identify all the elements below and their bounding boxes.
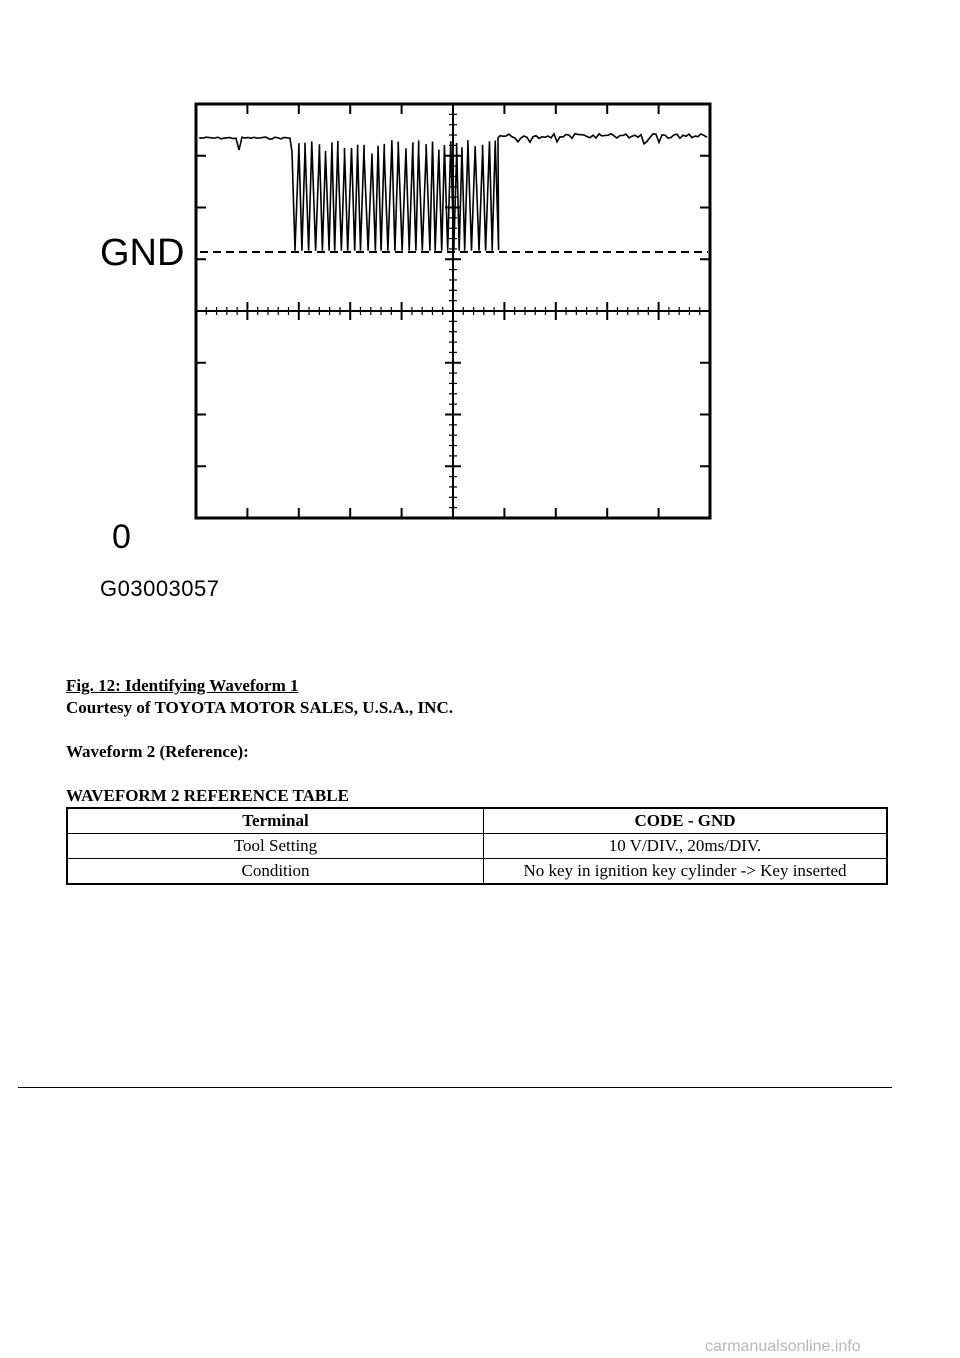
- gnd-label: GND: [100, 232, 185, 274]
- table-header-row: [67, 808, 887, 834]
- waveform-reference-table: [66, 807, 888, 885]
- header-cell: CODE - GND: [484, 808, 888, 834]
- table-cell: 10 V/DIV., 20ms/DIV.: [484, 834, 888, 859]
- waveform-subheading: Waveform 2 (Reference):: [66, 742, 249, 761]
- table-cell: No key in ignition key cylinder -> Key inserted: [484, 859, 888, 885]
- table-row: [67, 859, 887, 885]
- table-title: WAVEFORM 2 REFERENCE TABLE: [66, 786, 349, 805]
- table-row: [67, 834, 887, 859]
- courtesy-line: Courtesy of TOYOTA MOTOR SALES, U.S.A., INC.: [66, 698, 453, 717]
- figure-caption: Fig. 12: Identifying Waveform 1: [66, 676, 299, 695]
- footer-rule: [18, 1087, 892, 1088]
- watermark: carmanualsonline.info: [705, 1338, 861, 1355]
- table-cell: Condition: [67, 859, 484, 885]
- oscilloscope-screen: [0, 0, 960, 640]
- waveform-figure: [0, 0, 960, 640]
- header-cell: Terminal: [67, 808, 484, 834]
- zero-label: 0: [112, 518, 131, 556]
- figure-id: G03003057: [100, 576, 220, 601]
- table-cell: Tool Setting: [67, 834, 484, 859]
